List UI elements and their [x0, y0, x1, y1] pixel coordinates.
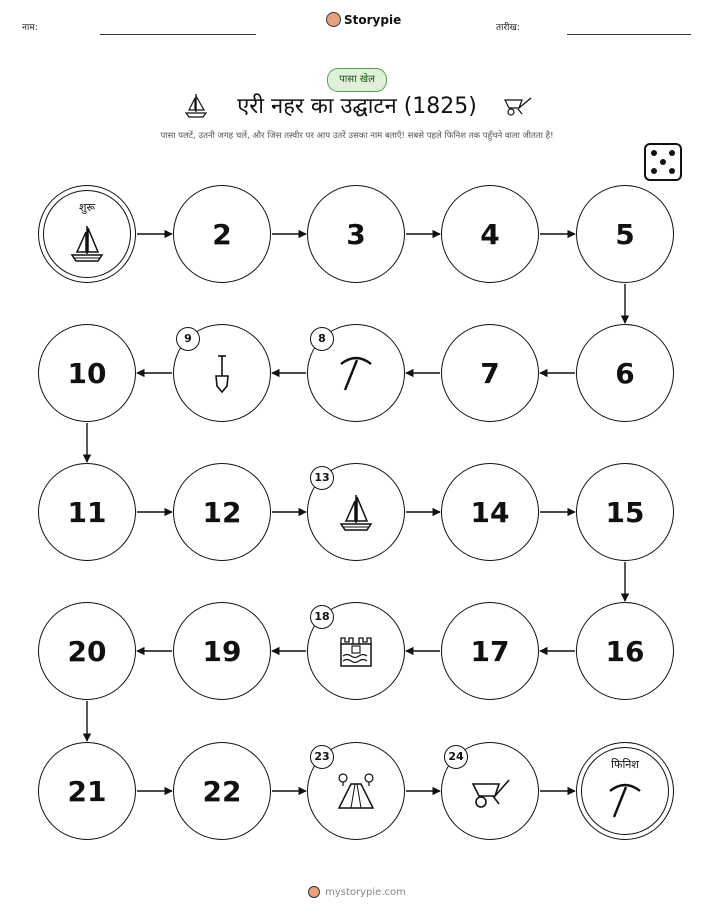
board-cell-11[interactable] — [38, 463, 136, 561]
cell-number: 21 — [67, 774, 107, 808]
board-cell-10[interactable] — [38, 324, 136, 422]
board-cell-12[interactable] — [173, 463, 271, 561]
shovel-icon — [199, 350, 245, 396]
cell-number: 11 — [67, 495, 107, 529]
board-cell-20[interactable] — [38, 602, 136, 700]
start-label: शुरू — [78, 201, 96, 214]
cell-number-tag: 8 — [310, 327, 334, 351]
cell-number: 10 — [67, 356, 107, 390]
cell-number: 20 — [67, 634, 107, 668]
cell-number: 15 — [605, 495, 645, 529]
board-cell-24[interactable] — [441, 742, 539, 840]
board-cell-4[interactable] — [441, 185, 539, 283]
cell-number: 3 — [346, 217, 366, 251]
board-cell-5[interactable] — [576, 185, 674, 283]
board-cell-15[interactable] — [576, 463, 674, 561]
game-type-badge: पासा खेल — [327, 68, 387, 92]
date-label: तारीख: — [496, 23, 520, 33]
cell-number: 2 — [212, 217, 232, 251]
board-cell-14[interactable] — [441, 463, 539, 561]
bear-icon — [308, 886, 320, 898]
board-cell-19[interactable] — [173, 602, 271, 700]
brand-name: Storypie — [344, 12, 402, 27]
wheelbarrow-icon — [467, 768, 513, 814]
cell-number: 5 — [615, 217, 635, 251]
cell-number: 16 — [605, 634, 645, 668]
cell-number-tag: 23 — [310, 745, 334, 769]
cell-number-tag: 24 — [444, 745, 468, 769]
board-cell-18[interactable] — [307, 602, 405, 700]
page-title: एरी नहर का उद्घाटन (1825) — [237, 94, 477, 119]
sailboat-icon — [64, 220, 110, 266]
cell-number: 7 — [480, 356, 500, 390]
footer-url[interactable]: mystorypie.com — [325, 886, 406, 898]
cell-number: 12 — [202, 495, 242, 529]
board-cell-3[interactable] — [307, 185, 405, 283]
board-cell-22[interactable] — [173, 742, 271, 840]
cell-number: 17 — [470, 634, 510, 668]
canal-lock-icon — [333, 628, 379, 674]
name-label: नाम: — [22, 23, 38, 33]
board-cell-16[interactable] — [576, 602, 674, 700]
pickaxe-icon — [602, 777, 648, 823]
finish-label: फिनिश — [611, 758, 639, 771]
board-cell-7[interactable] — [441, 324, 539, 422]
cell-number: 19 — [202, 634, 242, 668]
board-cell-8[interactable] — [307, 324, 405, 422]
board-cell-17[interactable] — [441, 602, 539, 700]
cell-number: 14 — [470, 495, 510, 529]
cell-number: 6 — [615, 356, 635, 390]
board-cell-21[interactable] — [38, 742, 136, 840]
footer — [0, 886, 714, 898]
cell-number: 4 — [480, 217, 500, 251]
cell-number-tag: 9 — [176, 327, 200, 351]
cell-number-tag: 13 — [310, 466, 334, 490]
cell-number: 22 — [202, 774, 242, 808]
board-cell-6[interactable] — [576, 324, 674, 422]
instructions: पासा पलटें, उतनी जगह चलें, और जिस तस्वीर पर आप उतरें उसका नाम बताएँ! सबसे पहले फिनिश तक पहुँचने वाला जीतता है! — [160, 131, 554, 141]
start-cell[interactable] — [38, 185, 136, 283]
board-cell-13[interactable] — [307, 463, 405, 561]
pickaxe-icon — [333, 350, 379, 396]
board-cell-2[interactable] — [173, 185, 271, 283]
board-cell-23[interactable] — [307, 742, 405, 840]
finish-cell[interactable] — [576, 742, 674, 840]
sailboat-icon — [333, 489, 379, 535]
cell-number-tag: 18 — [310, 605, 334, 629]
canal-path-icon — [333, 768, 379, 814]
board-cell-9[interactable] — [173, 324, 271, 422]
